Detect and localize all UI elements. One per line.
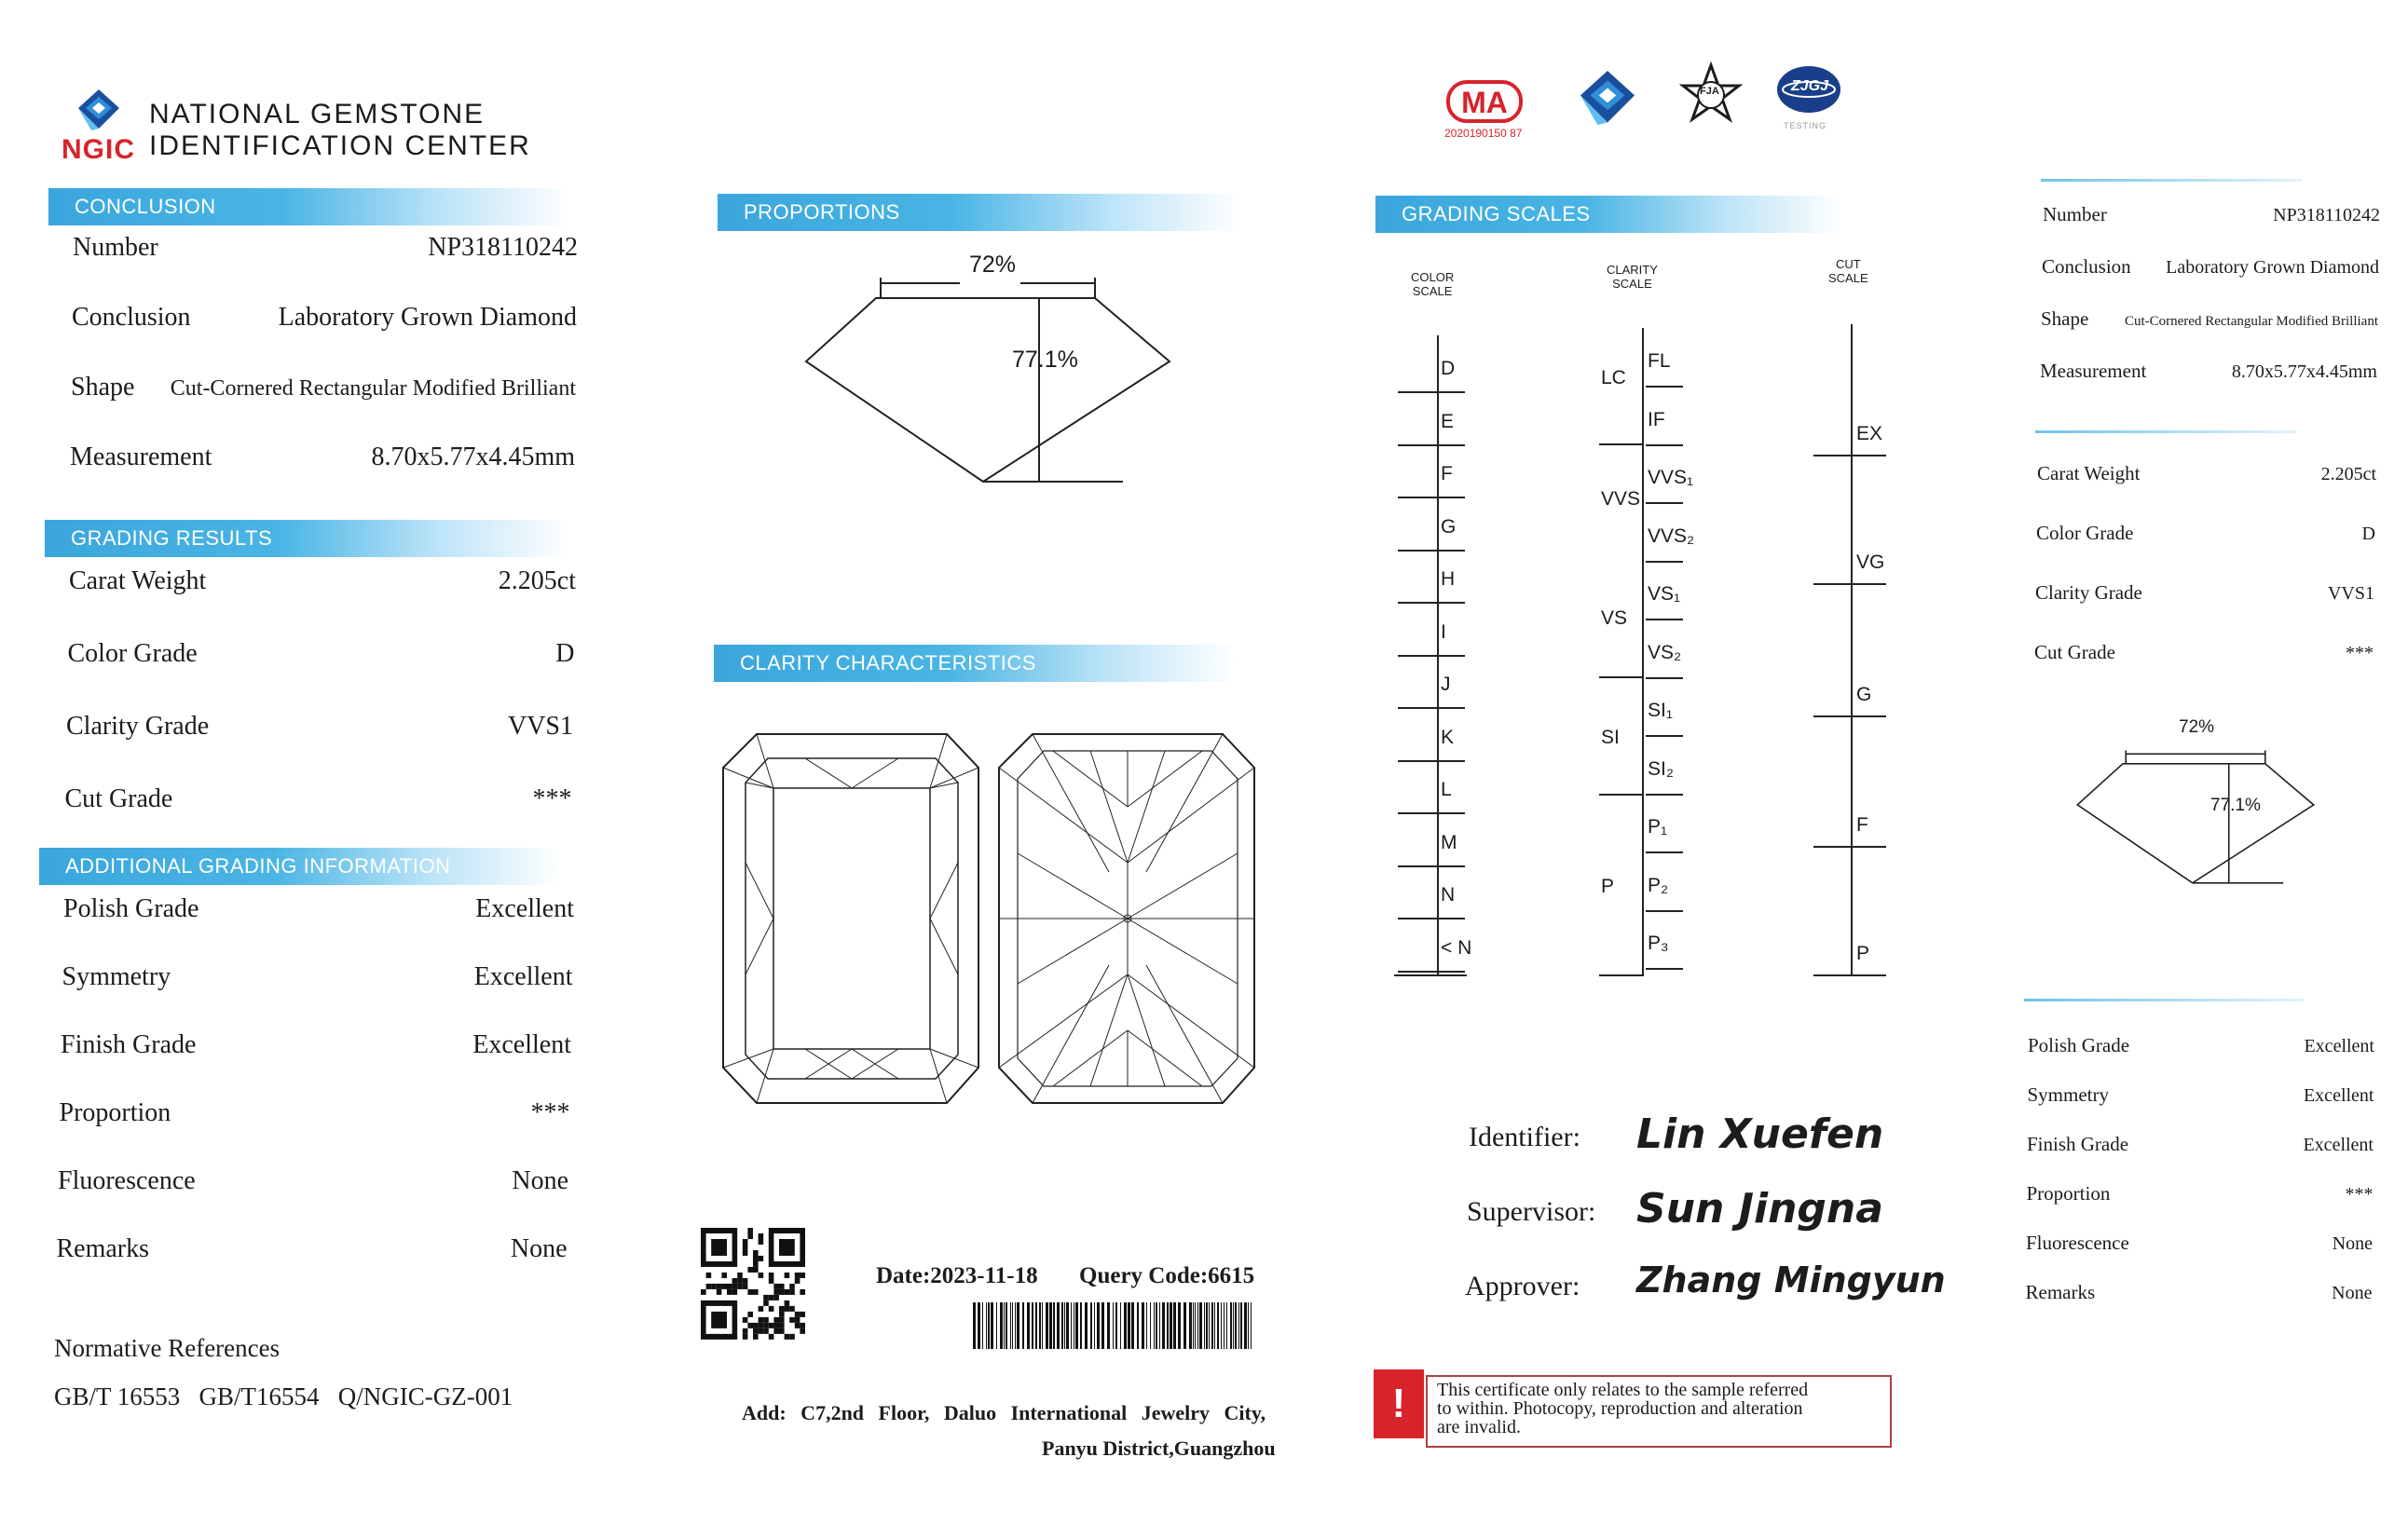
summary-divider-2 (2035, 430, 2296, 433)
clarity-grade-label: VVS₁ (1648, 467, 1694, 488)
warning-line3: are invalid. (1437, 1417, 1521, 1437)
summary-label: Clarity Grade (2035, 581, 2142, 604)
summary-table-percentage: 72% (2179, 717, 2215, 737)
additional-value: *** (530, 1098, 570, 1127)
summary-value: NP318110242 (2273, 205, 2380, 225)
clarity-grade-label: P₁ (1648, 816, 1668, 838)
warning-box (1426, 1375, 1892, 1448)
clarity-scale-tick (1646, 677, 1683, 679)
cut-scale-title (1828, 257, 1868, 285)
clarity-group-label: SI (1601, 727, 1620, 748)
additional-label: Finish Grade (61, 1030, 197, 1059)
additional-row (58, 1166, 568, 1196)
color-scale-tick (1398, 918, 1465, 919)
summary-label: Remarks (2025, 1281, 2096, 1303)
color-scale-tick (1398, 497, 1465, 498)
issue-date: Date:2023-11-18 (876, 1263, 1038, 1288)
cut-scale-title-line1: CUT (1835, 257, 1861, 271)
summary-divider-1 (2041, 179, 2302, 182)
summary-value: Excellent (2303, 1085, 2374, 1106)
color-scale-tick (1398, 391, 1465, 393)
summary-row (2026, 1281, 2373, 1304)
summary-value: Excellent (2303, 1135, 2374, 1155)
summary-label: Polish Grade (2028, 1034, 2130, 1056)
cut-grade-label: F (1856, 814, 1868, 836)
address-line2: Panyu District,Guangzhou (1042, 1437, 1276, 1460)
summary-label: Color Grade (2036, 522, 2134, 544)
personnel-signature: Zhang Mingyun (1636, 1260, 1946, 1301)
conclusion-value: 8.70x5.77x4.45mm (371, 443, 575, 471)
warning-icon: ! (1374, 1369, 1424, 1438)
color-grade-label: H (1441, 568, 1456, 590)
clarity-grade-label: P₃ (1648, 933, 1669, 954)
summary-row (2036, 522, 2375, 545)
color-grade-label: L (1441, 779, 1452, 800)
clarity-grade-label: P₂ (1648, 874, 1669, 896)
conclusion-label: Shape (71, 373, 135, 402)
summary-value: *** (2346, 643, 2374, 663)
proportions-header: PROPORTIONS (718, 194, 1239, 231)
color-grade-label: F (1441, 463, 1453, 484)
clarity-grade-label: VS₁ (1648, 583, 1681, 605)
clarity-group-tick (1599, 676, 1644, 678)
color-scale-title (1411, 270, 1454, 298)
cut-grade-label: VG (1856, 552, 1885, 573)
color-scale-title-line2: SCALE (1412, 284, 1453, 298)
cut-grade-label: P (1856, 943, 1870, 964)
summary-value: None (2332, 1233, 2373, 1254)
clarity-group-tick (1599, 443, 1644, 445)
conclusion-row (73, 233, 578, 263)
summary-label: Symmetry (2027, 1083, 2109, 1106)
color-scale-tick (1398, 865, 1465, 867)
summary-label: Fluorescence (2026, 1232, 2129, 1254)
address-line1: Add: C7,2nd Floor, Daluo International Jewelry City, (742, 1401, 1266, 1424)
color-scale-tick (1398, 550, 1465, 552)
summary-proportion-diagram (2074, 736, 2317, 894)
grading-row (69, 566, 576, 596)
additional-value: None (510, 1234, 568, 1263)
clarity-grade-label: SI₂ (1648, 757, 1674, 780)
additional-label: Fluorescence (58, 1166, 196, 1195)
clarity-group-label: LC (1601, 367, 1626, 388)
additional-row (62, 962, 573, 992)
clarity-group-tick (1599, 794, 1644, 796)
clarity-scale-tick (1646, 851, 1683, 853)
org-name-line2: IDENTIFICATION CENTER (149, 130, 531, 161)
cut-scale-title-line2: SCALE (1828, 271, 1868, 285)
ngic-logo-icon (73, 89, 125, 136)
color-scale-tick (1398, 971, 1465, 973)
cut-scale-base (1813, 974, 1886, 976)
clarity-scale-title-line2: SCALE (1612, 277, 1652, 291)
summary-row (2035, 581, 2374, 605)
summary-value: Laboratory Grown Diamond (2166, 257, 2379, 278)
summary-value: *** (2345, 1184, 2374, 1205)
personnel-role: Supervisor: (1467, 1196, 1596, 1227)
warning-line2: to within. Photocopy, reproduction and alteration (1437, 1398, 1803, 1419)
additional-value: Excellent (473, 962, 573, 991)
summary-label: Measurement (2040, 360, 2147, 382)
color-scale-tick (1398, 760, 1465, 762)
pavilion-plot-diagram (997, 732, 1258, 1105)
grading-value: 2.205ct (498, 566, 576, 595)
color-grade-label: M (1441, 831, 1457, 853)
query-code: Query Code:6615 (1079, 1263, 1255, 1288)
additional-value: Excellent (472, 1030, 571, 1059)
clarity-scale-tick (1646, 735, 1683, 737)
summary-value: 2.205ct (2320, 464, 2376, 484)
personnel-signature: Lin Xuefen (1636, 1110, 1884, 1158)
summary-label: Cut Grade (2034, 641, 2115, 663)
color-grade-label: N (1441, 884, 1456, 906)
cut-grade-label: EX (1856, 423, 1883, 444)
summary-label: Shape (2041, 307, 2089, 330)
personnel-signature: Sun Jingna (1636, 1185, 1883, 1233)
summary-row (2040, 360, 2377, 383)
normative-references-title: Normative References (54, 1334, 280, 1362)
clarity-group-label: P (1601, 876, 1615, 897)
grading-scales-header: GRADING SCALES (1375, 196, 1841, 233)
table-percentage: 72% (969, 252, 1017, 278)
color-scale-tick (1398, 444, 1465, 446)
conclusion-row (70, 443, 575, 472)
additional-row (60, 1098, 570, 1128)
clarity-grade-label: SI₁ (1648, 700, 1673, 721)
summary-row (2034, 641, 2374, 664)
fja-badge-text: FJA (1700, 86, 1719, 97)
conclusion-label: Measurement (70, 443, 212, 471)
conclusion-value: Cut-Cornered Rectangular Modified Brilliant (170, 376, 576, 401)
summary-depth-percentage: 77.1% (2210, 796, 2261, 815)
summary-row (2027, 1133, 2374, 1156)
clarity-scale-tick (1646, 968, 1683, 970)
grading-row (65, 784, 572, 814)
summary-value: 8.70x5.77x4.45mm (2231, 361, 2377, 382)
additional-label: Symmetry (62, 962, 171, 991)
summary-row (2026, 1232, 2373, 1255)
grading-value: VVS1 (507, 712, 573, 741)
summary-label: Number (2043, 203, 2107, 225)
color-grade-label: D (1441, 358, 1456, 379)
cma-number: 2020190150 87 (1444, 127, 1523, 140)
clarity-group-label: VS (1601, 607, 1628, 629)
additional-value: None (512, 1166, 568, 1195)
cut-scale-tick (1813, 583, 1886, 585)
clarity-grade-label: VVS₂ (1648, 524, 1695, 547)
conclusion-label: Number (73, 233, 158, 262)
clarity-group-tick (1599, 974, 1644, 976)
summary-label: Proportion (2026, 1182, 2111, 1205)
summary-value: D (2361, 524, 2375, 544)
grading-row (66, 712, 573, 742)
clarity-group-label: VVS (1601, 488, 1641, 510)
warning-line1: This certificate only relates to the sample referred (1437, 1380, 1809, 1400)
conclusion-row (71, 373, 576, 402)
cut-scale-tick (1813, 455, 1886, 456)
additional-row (61, 1030, 571, 1060)
additional-info-header: ADDITIONAL GRADING INFORMATION (39, 848, 561, 885)
summary-label: Carat Weight (2037, 462, 2141, 484)
summary-value: Cut-Cornered Rectangular Modified Brilliant (2124, 314, 2378, 329)
summary-row (2043, 203, 2380, 226)
qr-code[interactable] (701, 1228, 805, 1340)
conclusion-header: CONCLUSION (48, 188, 570, 225)
clarity-scale-tick (1646, 794, 1683, 796)
color-grade-label: E (1441, 410, 1455, 432)
clarity-grade-label: FL (1648, 350, 1671, 372)
zjgj-badge-text: ZJGJ (1791, 78, 1829, 94)
clarity-scale-tick (1646, 910, 1683, 912)
conclusion-label: Conclusion (72, 303, 191, 332)
color-scale-tick (1398, 655, 1465, 657)
summary-value: None (2332, 1283, 2373, 1303)
personnel-role: Identifier: (1469, 1122, 1580, 1152)
color-scale-tick (1398, 707, 1465, 709)
additional-row (57, 1234, 568, 1264)
additional-label: Polish Grade (63, 894, 199, 923)
crown-plot-diagram (721, 732, 982, 1105)
grading-label: Carat Weight (69, 566, 207, 595)
clarity-scale-tick (1646, 561, 1683, 563)
summary-label: Finish Grade (2027, 1133, 2129, 1155)
conclusion-row (72, 303, 577, 333)
personnel-role: Approver: (1465, 1271, 1580, 1301)
additional-row (63, 894, 574, 924)
color-grade-label: < N (1441, 936, 1472, 959)
cma-badge-text: MA (1461, 86, 1508, 119)
clarity-grade-label: VS₂ (1648, 641, 1682, 663)
clarity-scale-tick (1646, 502, 1683, 504)
zjgj-badge-subtext: TESTING (1784, 121, 1827, 130)
color-grade-label: J (1441, 674, 1451, 695)
cut-grade-label: G (1856, 684, 1872, 705)
grading-label: Clarity Grade (66, 712, 210, 741)
color-scale-title-line1: COLOR (1411, 270, 1455, 284)
additional-label: Remarks (56, 1234, 150, 1263)
summary-row (2041, 307, 2378, 331)
color-scale-tick (1398, 602, 1465, 604)
summary-row (2027, 1182, 2374, 1205)
barcode[interactable] (973, 1302, 1258, 1349)
depth-percentage: 77.1% (1012, 347, 1078, 373)
additional-value: Excellent (475, 894, 574, 923)
summary-value: Excellent (2304, 1036, 2374, 1056)
grading-label: Cut Grade (64, 784, 173, 813)
conclusion-value: Laboratory Grown Diamond (278, 303, 577, 332)
summary-row (2028, 1034, 2374, 1057)
color-grade-label: G (1441, 515, 1457, 538)
color-scale-base (1394, 974, 1467, 976)
grading-value: *** (532, 784, 572, 813)
color-scale-tick (1398, 812, 1465, 814)
color-grade-label: I (1441, 620, 1446, 643)
summary-value: VVS1 (2327, 583, 2374, 604)
grading-value: D (555, 639, 575, 668)
clarity-grade-label: IF (1648, 408, 1665, 430)
normative-references-list: GB/T 16553 GB/T16554 Q/NGIC-GZ-001 (54, 1382, 513, 1410)
logo-text: NGIC (62, 134, 135, 165)
summary-label: Conclusion (2042, 255, 2131, 278)
summary-row (2037, 462, 2376, 485)
additional-label: Proportion (59, 1098, 171, 1127)
clarity-scale-title-line1: CLARITY (1607, 263, 1658, 277)
cut-scale-axis (1851, 324, 1853, 974)
cut-scale-tick (1813, 846, 1886, 848)
clarity-scale-title (1607, 263, 1658, 291)
proportion-diagram (801, 261, 1174, 494)
cma-badge (1446, 80, 1523, 123)
grading-results-header: GRADING RESULTS (45, 520, 567, 557)
grading-label: Color Grade (67, 639, 198, 668)
cut-scale-tick (1813, 715, 1886, 717)
color-grade-label: K (1441, 726, 1455, 748)
ngic-badge-icon (1573, 69, 1642, 134)
org-name-line1: NATIONAL GEMSTONE (149, 99, 486, 129)
clarity-characteristics-header: CLARITY CHARACTERISTICS (714, 645, 1236, 682)
clarity-scale-axis (1642, 328, 1644, 974)
summary-row (2028, 1083, 2374, 1107)
clarity-scale-tick (1646, 386, 1683, 388)
grading-row (68, 639, 575, 669)
conclusion-value: NP318110242 (428, 233, 578, 262)
summary-row (2042, 255, 2379, 279)
summary-divider-3 (2024, 999, 2304, 1001)
clarity-scale-tick (1646, 444, 1683, 446)
clarity-scale-tick (1646, 619, 1683, 620)
